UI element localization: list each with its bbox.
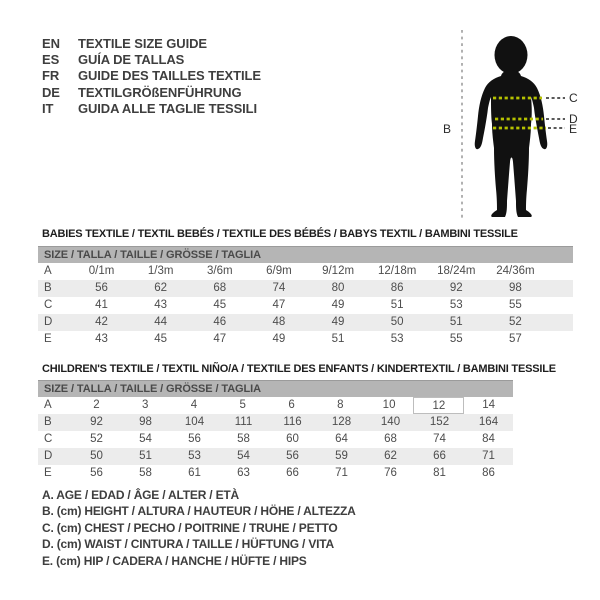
size-cell: 71 <box>482 450 495 462</box>
label-b: B <box>443 122 452 136</box>
language-code: DE <box>42 84 60 100</box>
legend-line-a: A. AGE / EDAD / ÂGE / ALTER / ETÀ <box>42 488 239 502</box>
table-row-D <box>38 314 573 331</box>
size-cell: 60 <box>286 433 299 445</box>
size-cell: 47 <box>272 299 286 311</box>
size-cell: 8 <box>337 399 344 411</box>
size-cell: 42 <box>95 316 108 328</box>
size-cell: 61 <box>188 467 201 479</box>
size-cell: 55 <box>449 333 463 345</box>
size-cell: 53 <box>449 299 463 311</box>
size-cell: 58 <box>139 467 152 479</box>
table-row-C <box>38 431 513 448</box>
size-cell: 104 <box>184 416 205 428</box>
child-silhouette-diagram <box>440 18 590 230</box>
size-cell: 66 <box>433 450 446 462</box>
children-table-body <box>38 397 513 482</box>
size-cell: 68 <box>384 433 397 445</box>
size-cell: 6 <box>288 399 295 411</box>
size-cell: 51 <box>331 333 345 345</box>
size-cell: 128 <box>331 416 352 428</box>
size-cell: 49 <box>331 299 345 311</box>
language-title: TEXTILE SIZE GUIDE <box>78 36 207 51</box>
size-cell: 52 <box>509 316 522 328</box>
size-cell: 50 <box>390 316 404 328</box>
size-cell: 57 <box>509 333 522 345</box>
language-title: GUIDE DES TAILLES TEXTILE <box>78 68 261 84</box>
size-cell: 43 <box>154 299 168 311</box>
size-cell: 45 <box>213 299 227 311</box>
row-label: D <box>44 450 53 462</box>
table-row-C <box>38 297 573 314</box>
size-cell: 44 <box>154 316 168 328</box>
size-cell: 59 <box>335 450 348 462</box>
size-cell: 5 <box>239 399 246 411</box>
language-title-list <box>42 36 261 117</box>
language-code: ES <box>42 52 60 68</box>
table-row-E <box>38 465 513 482</box>
size-cell: 98 <box>139 416 152 428</box>
size-cell: 152 <box>429 416 450 428</box>
row-label: B <box>44 416 52 428</box>
size-cell: 116 <box>283 416 302 428</box>
child-silhouette <box>475 36 548 217</box>
size-cell: 58 <box>237 433 250 445</box>
row-label: A <box>44 265 52 277</box>
legend-line-e: E. (cm) HIP / CADERA / HANCHE / HÜFTE / HIPS <box>42 553 307 568</box>
row-label: E <box>44 333 52 345</box>
language-row <box>42 36 261 52</box>
size-cell: 140 <box>380 416 401 428</box>
language-row <box>42 52 261 68</box>
label-d: D <box>569 112 578 126</box>
size-cell: 14 <box>482 399 496 411</box>
size-cell: 2 <box>93 399 100 411</box>
size-cell: 12 <box>413 397 464 414</box>
row-label: C <box>44 299 53 311</box>
table-row-D <box>38 448 513 465</box>
size-cell: 6/9m <box>266 265 292 277</box>
row-label: D <box>44 316 53 328</box>
size-table-header: SIZE / TALLA / TAILLE / GRÖSSE / TAGLIA <box>38 380 513 397</box>
language-code: FR <box>42 68 60 84</box>
size-cell: 84 <box>482 433 495 445</box>
size-cell: 111 <box>234 416 253 428</box>
size-cell: 92 <box>90 416 103 428</box>
measurement-figure <box>440 18 590 230</box>
babies-size-table <box>38 246 573 348</box>
legend-line-c: C. (cm) CHEST / PECHO / POITRINE / TRUHE / PETTO <box>42 520 338 535</box>
size-cell: 54 <box>139 433 152 445</box>
size-cell: 66 <box>286 467 299 479</box>
size-cell: 12/18m <box>378 265 417 277</box>
size-cell: 9/12m <box>322 265 355 277</box>
size-cell: 1/3m <box>147 265 174 277</box>
table-row-B <box>38 280 573 297</box>
size-cell: 50 <box>90 450 103 462</box>
size-cell: 54 <box>237 450 250 462</box>
legend-line-d: D. (cm) WAIST / CINTURA / TAILLE / HÜFTUNG / VITA <box>42 537 334 552</box>
label-c: C <box>569 91 578 105</box>
size-cell: 10 <box>382 399 396 411</box>
size-cell: 62 <box>384 450 397 462</box>
measurement-legend <box>42 487 356 569</box>
size-cell: 55 <box>509 299 522 311</box>
language-row <box>42 85 261 101</box>
size-cell: 41 <box>95 299 108 311</box>
size-cell: 62 <box>154 282 168 294</box>
language-title: GUIDA ALLE TAGLIE TESSILI <box>78 100 258 116</box>
size-cell: 80 <box>331 282 345 294</box>
table-row-B <box>38 414 513 431</box>
size-cell: 164 <box>478 416 499 428</box>
table-row-A <box>38 263 573 280</box>
size-cell: 3 <box>141 399 149 411</box>
size-cell: 56 <box>286 450 299 462</box>
size-cell: 18/24m <box>437 265 476 277</box>
size-cell: 49 <box>331 316 345 328</box>
size-cell: 92 <box>449 282 463 294</box>
row-label: A <box>44 399 52 411</box>
size-cell: 76 <box>384 467 397 479</box>
size-cell: 51 <box>139 450 152 462</box>
size-cell: 56 <box>95 282 108 294</box>
size-cell: 45 <box>154 333 168 345</box>
table-row-E <box>38 331 573 348</box>
size-cell: 48 <box>272 316 286 328</box>
language-title: GUÍA DE TALLAS <box>78 52 185 68</box>
size-cell: 51 <box>449 316 463 328</box>
size-cell: 51 <box>390 299 404 311</box>
size-table-header: SIZE / TALLA / TAILLE / GRÖSSE / TAGLIA <box>38 246 573 263</box>
size-cell: 43 <box>95 333 108 345</box>
size-cell: 49 <box>272 333 286 345</box>
size-cell: 24/36m <box>496 265 535 277</box>
size-cell: 3/6m <box>207 265 233 277</box>
language-code: EN <box>42 36 60 51</box>
size-cell: 81 <box>433 467 446 479</box>
language-row <box>42 68 261 84</box>
babies-table-title: BABIES TEXTILE / TEXTIL BEBÉS / TEXTILE DES BÉBÉS / BABYS TEXTIL / BAMBINI TESSILE <box>42 228 518 240</box>
size-cell: 53 <box>188 450 201 462</box>
size-cell: 86 <box>482 467 495 479</box>
size-cell: 56 <box>188 433 201 445</box>
size-cell: 86 <box>390 282 404 294</box>
language-title: TEXTILGRÖßENFÜHRUNG <box>78 84 242 100</box>
size-cell: 52 <box>90 433 103 445</box>
size-cell: 0/1m <box>88 265 115 277</box>
label-e: E <box>569 122 578 136</box>
children-table-title: CHILDREN'S TEXTILE / TEXTIL NIÑO/A / TEXTILE DES ENFANTS / KINDERTEXTIL / BAMBINI TESSILE <box>42 363 556 375</box>
row-label: B <box>44 282 52 294</box>
size-cell: 74 <box>272 282 286 294</box>
size-cell: 74 <box>433 433 446 445</box>
row-label: C <box>44 433 53 445</box>
size-cell: 53 <box>390 333 404 345</box>
size-cell: 63 <box>237 467 250 479</box>
size-cell: 64 <box>335 433 348 445</box>
size-cell: 68 <box>213 282 227 294</box>
size-cell: 98 <box>509 282 522 294</box>
size-cell: 56 <box>90 467 103 479</box>
babies-table-body <box>38 263 573 348</box>
table-row-A <box>38 397 513 414</box>
size-cell: 4 <box>190 399 198 411</box>
size-cell: 47 <box>213 333 227 345</box>
legend-line-b: B. (cm) HEIGHT / ALTURA / HAUTEUR / HÖHE / ALTEZZA <box>42 504 356 519</box>
size-cell: 71 <box>335 467 348 479</box>
children-size-table <box>38 380 513 482</box>
language-row <box>42 101 261 117</box>
size-cell: 46 <box>213 316 227 328</box>
language-code: IT <box>42 100 54 116</box>
row-label: E <box>44 467 52 479</box>
